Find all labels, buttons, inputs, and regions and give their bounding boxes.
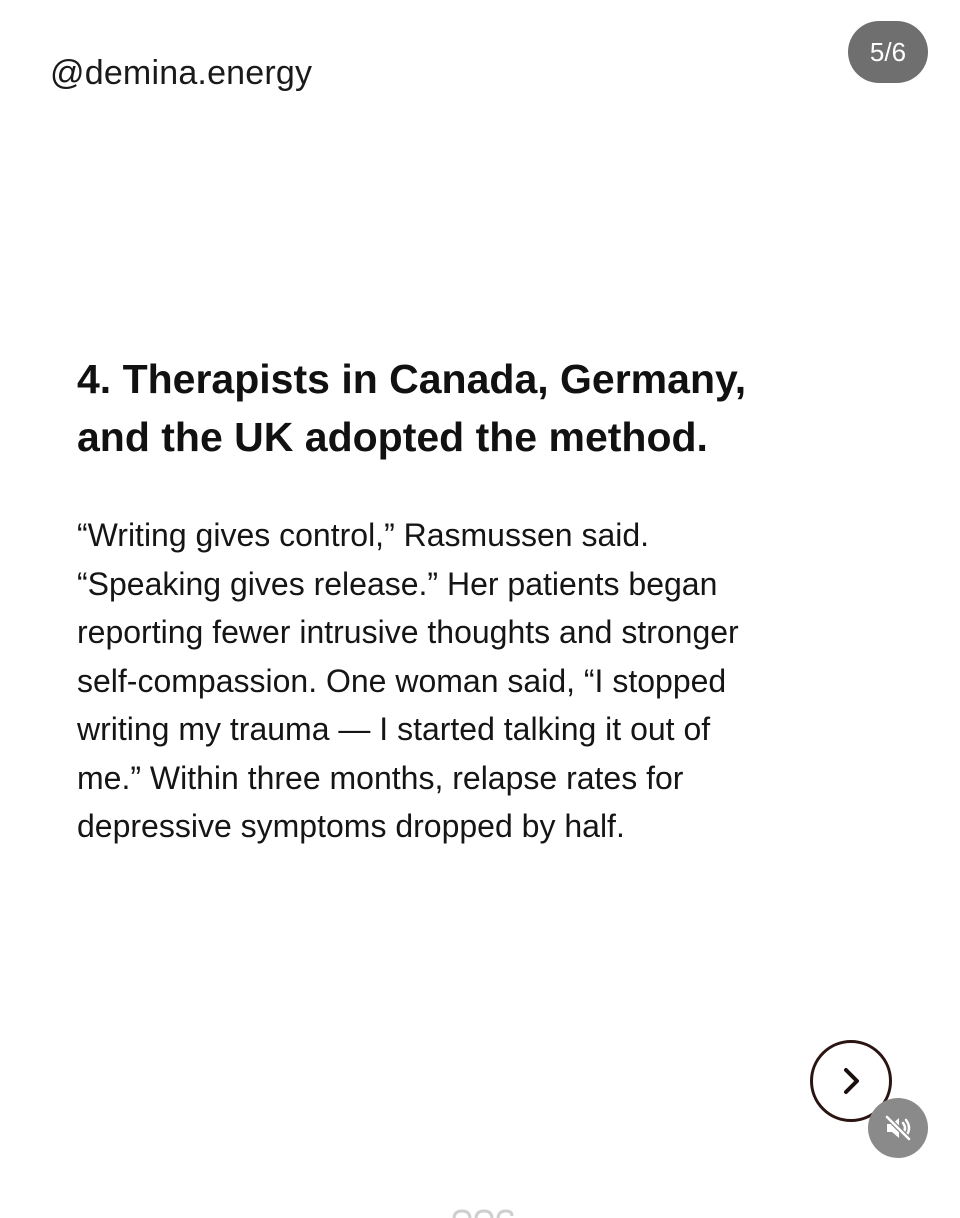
mute-toggle-button[interactable] — [868, 1098, 928, 1158]
body-line: “Speaking gives release.” Her patients began — [77, 565, 718, 602]
body-line: depressive symptoms dropped by half. — [77, 808, 625, 844]
body-line: “Writing gives control,” Rasmussen said. — [77, 517, 650, 553]
speaker-muted-icon — [882, 1112, 914, 1144]
body-line: me.” Within three months, relapse rates for — [77, 759, 684, 796]
slide-counter-badge — [848, 21, 928, 83]
chevron-right-icon — [834, 1064, 868, 1098]
slide-body — [77, 511, 917, 851]
slide-heading — [77, 350, 897, 466]
heading-line: and the UK adopted the method. — [77, 414, 708, 460]
cropped-glyphs-icon — [440, 1207, 520, 1218]
cropped-bottom-text — [440, 1206, 520, 1218]
body-line: self-compassion. One woman said, “I stopped — [77, 662, 727, 699]
heading-line: 4. Therapists in Canada, Germany, — [77, 356, 747, 402]
body-line: reporting fewer intrusive thoughts and stronger — [77, 614, 739, 650]
slide-counter-label: 5/6 — [869, 36, 907, 67]
body-line: writing my trauma — I started talking it out of — [77, 711, 711, 747]
account-handle[interactable]: @demina.energy — [50, 54, 313, 92]
